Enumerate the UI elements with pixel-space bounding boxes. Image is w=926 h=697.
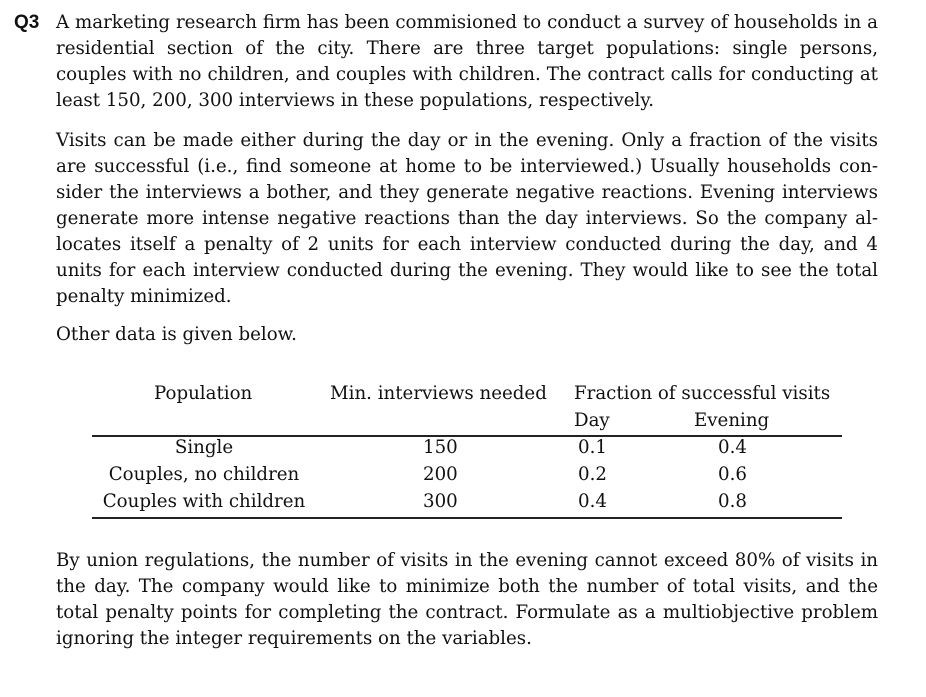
data-table (92, 380, 842, 520)
row-couples-no-children-day: 0.2 (578, 464, 607, 485)
row-couples-no-children-evening: 0.6 (718, 464, 747, 485)
header-day: Day (574, 410, 610, 431)
row-couples-with-children-min: 300 (423, 491, 458, 512)
table-bottom-rule (92, 517, 842, 519)
problem-paragraph-visits: Visits can be made either during the day or in the evening. Only a fraction of the visits are successful (i.e., find someone at home to be interviewed.) Usually households consider the interviews a bother, and they generate negative reactions. Evening interviews generate more intense negative reactions than the day interviews. So the company allocates itself a penalty of 2 units for each interview conducted during the day, and 4 units for each interview conducted during the evening. They would like to see the total penalty minimized. (56, 130, 878, 307)
header-fraction: Fraction of successful visits (574, 383, 831, 404)
row-couples-with-children-day: 0.4 (578, 491, 607, 512)
row-couples-no-children-min: 200 (423, 464, 458, 485)
header-population: Population (154, 383, 253, 404)
row-single-day: 0.1 (578, 437, 607, 458)
problem-paragraph-data-intro: Other data is given below. (56, 324, 297, 345)
row-single-population: Single (174, 437, 234, 458)
header-min-interviews: Min. interviews needed (330, 383, 547, 404)
row-couples-with-children-population: Couples with children (102, 491, 306, 512)
row-single-evening: 0.4 (718, 437, 747, 458)
problem-paragraph-intro: A marketing research firm has been commisioned to conduct a survey of households in a residential section of the city. There are three target populations: single persons, couples with no children, and couples with children. The contract calls for conducting at least 150, 200, 300 interviews in these populations, respectively. (56, 12, 878, 111)
row-single-min: 150 (423, 437, 458, 458)
question-label: Q3 (14, 12, 40, 33)
problem-paragraph-regulations: By union regulations, the number of visits in the evening cannot exceed 80% of visits in the day. The company would like to minimize both the number of total visits, and the total penalty points for completing the contract. Formulate as a multiobjective problem ignoring the integer requirements on the variables. (56, 550, 878, 649)
row-couples-with-children-evening: 0.8 (718, 491, 747, 512)
row-couples-no-children-population: Couples, no children (108, 464, 300, 485)
header-evening: Evening (694, 410, 770, 431)
